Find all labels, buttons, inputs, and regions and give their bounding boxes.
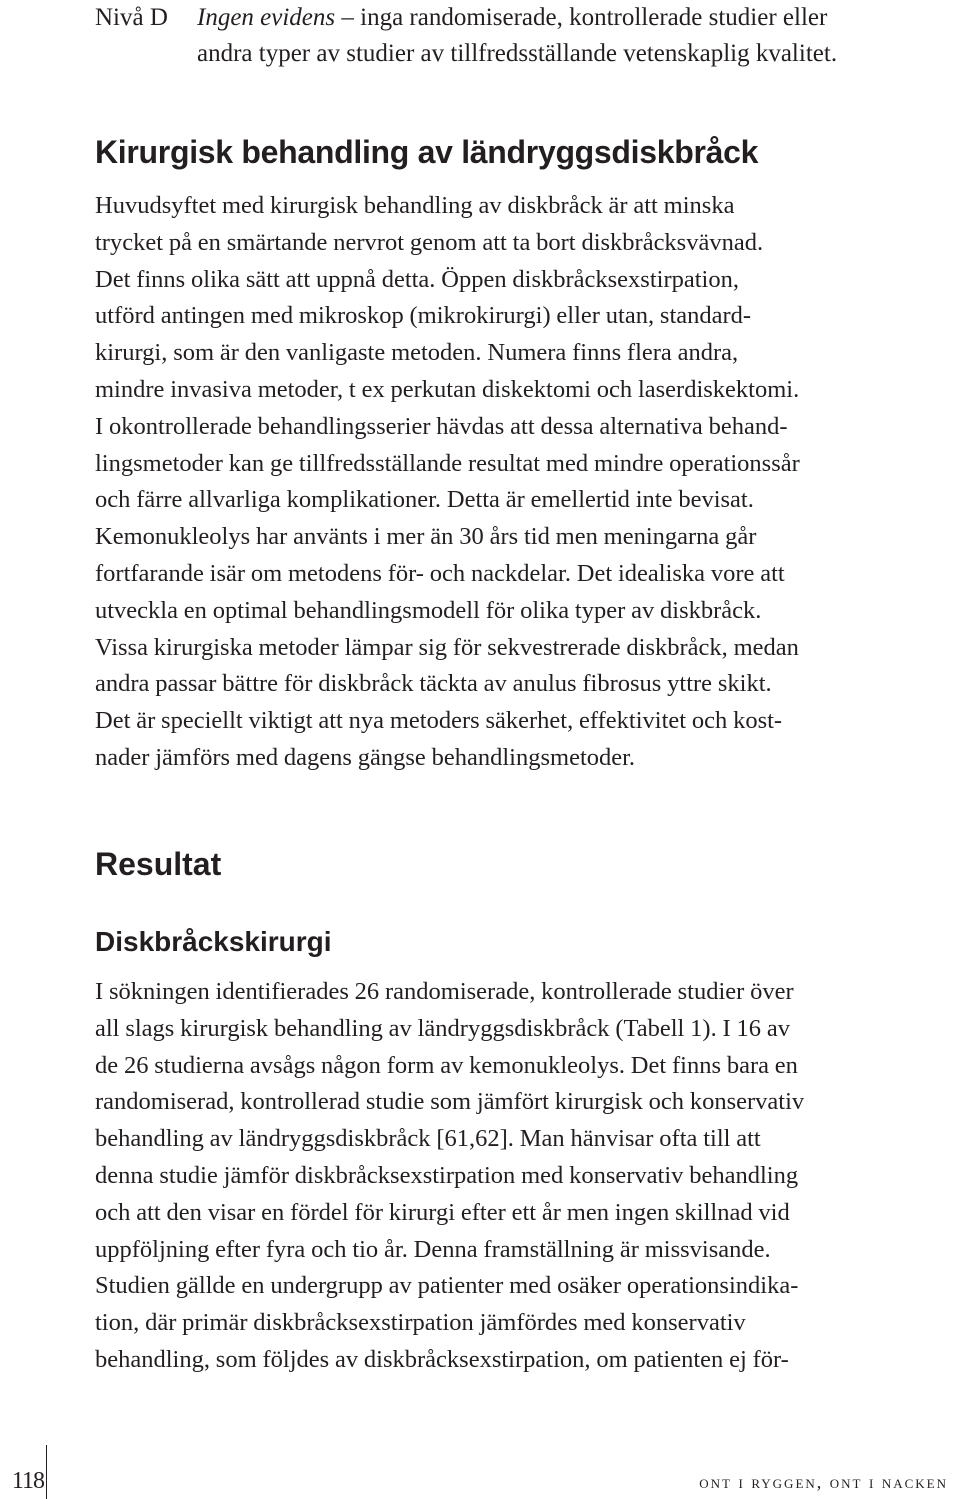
paragraph-line: fortfarande isär om metodens för- och nackdelar. Det idealiska vore att: [95, 559, 785, 587]
paragraph-line: all slags kirurgisk behandling av ländryggsdiskbråck (Tabell 1). I 16 av: [95, 1014, 790, 1042]
evidence-level-description-1: – inga randomiserade, kontrollerade studier eller: [341, 4, 828, 31]
paragraph-line: Studien gällde en undergrupp av patienter med osäker operationsindika-: [95, 1272, 799, 1300]
paragraph-line: Det är speciellt viktigt att nya metoders säkerhet, effektivitet och kost-: [95, 707, 783, 735]
subsection-heading-disc-surgery: Diskbråckskirurgi: [95, 926, 332, 957]
paragraph-line: denna studie jämför diskbråcksexstirpation med konservativ behandling: [95, 1161, 799, 1189]
paragraph-line: andra passar bättre för diskbråck täckta av anulus fibrosus yttre skikt.: [95, 670, 772, 698]
section-heading-results: Resultat: [95, 846, 222, 882]
paragraph-line: randomiserad, kontrollerad studie som jämfört kirurgisk och konservativ: [95, 1088, 805, 1116]
evidence-level-description-2: andra typer av studier av tillfredsställande vetenskaplig kvalitet.: [197, 40, 838, 67]
paragraph-line: lingsmetoder kan ge tillfredsställande resultat med mindre operationssår: [95, 449, 800, 477]
paragraph-line: Det finns olika sätt att uppnå detta. Öppen diskbråcksexstirpation,: [95, 265, 739, 293]
page-number-rule: [46, 1445, 47, 1499]
evidence-level-name: Ingen evidens: [197, 4, 336, 31]
running-footer-title: ont i ryggen, ont i nacken: [699, 1472, 948, 1492]
page-number: 118: [11, 1468, 44, 1494]
section-heading-surgery: Kirurgisk behandling av ländryggsdiskbråck: [95, 134, 759, 170]
paragraph-line: nader jämförs med dagens gängse behandlingsmetoder.: [95, 743, 636, 771]
results-paragraph: [95, 974, 957, 1379]
paragraph-line: Kemonukleolys har använts i mer än 30 års tid men meningarna går: [95, 523, 757, 551]
paragraph-line: utveckla en optimal behandlingsmodell för olika typer av diskbråck.: [95, 596, 762, 624]
paragraph-line: de 26 studierna avsågs någon form av kemonukleolys. Det finns bara en: [95, 1051, 798, 1079]
paragraph-line: I okontrollerade behandlingsserier hävdas att dessa alternativa behand-: [95, 412, 788, 440]
paragraph-line: I sökningen identifierades 26 randomiserade, kontrollerade studier över: [95, 978, 794, 1005]
paragraph-line: uppföljning efter fyra och tio år. Denna framställning är missvisande.: [95, 1235, 771, 1263]
paragraph-line: behandling, som följdes av diskbråcksexstirpation, om patienten ej för-: [95, 1345, 789, 1373]
paragraph-line: trycket på en smärtande nervrot genom att ta bort diskbråcksvävnad.: [95, 228, 764, 256]
paragraph-line: Vissa kirurgiska metoder lämpar sig för sekvestrerade diskbråck, medan: [95, 633, 799, 661]
paragraph-line: utförd antingen med mikroskop (mikrokirurgi) eller utan, standard-: [95, 302, 752, 330]
paragraph-line: och färre allvarliga komplikationer. Detta är emellertid inte bevisat.: [95, 486, 754, 514]
paragraph-line: och att den visar en fördel för kirurgi efter ett år men ingen skillnad vid: [95, 1198, 790, 1226]
evidence-level-line-1: [95, 0, 950, 36]
surgery-paragraph: [95, 188, 957, 777]
paragraph-line: behandling av ländryggsdiskbråck [61,62]. Man hänvisar ofta till att: [95, 1125, 761, 1153]
paragraph-line: mindre invasiva metoder, t ex perkutan diskektomi och laserdiskektomi.: [95, 375, 800, 403]
paragraph-line: tion, där primär diskbråcksexstirpation jämfördes med konservativ: [95, 1309, 746, 1337]
evidence-level-entry: [95, 0, 950, 72]
paragraph-line: kirurgi, som är den vanligaste metoden. Numera finns flera andra,: [95, 339, 739, 367]
paragraph-line: Huvudsyftet med kirurgisk behandling av diskbråck är att minska: [95, 192, 735, 219]
evidence-level-code: Nivå D: [95, 4, 168, 31]
